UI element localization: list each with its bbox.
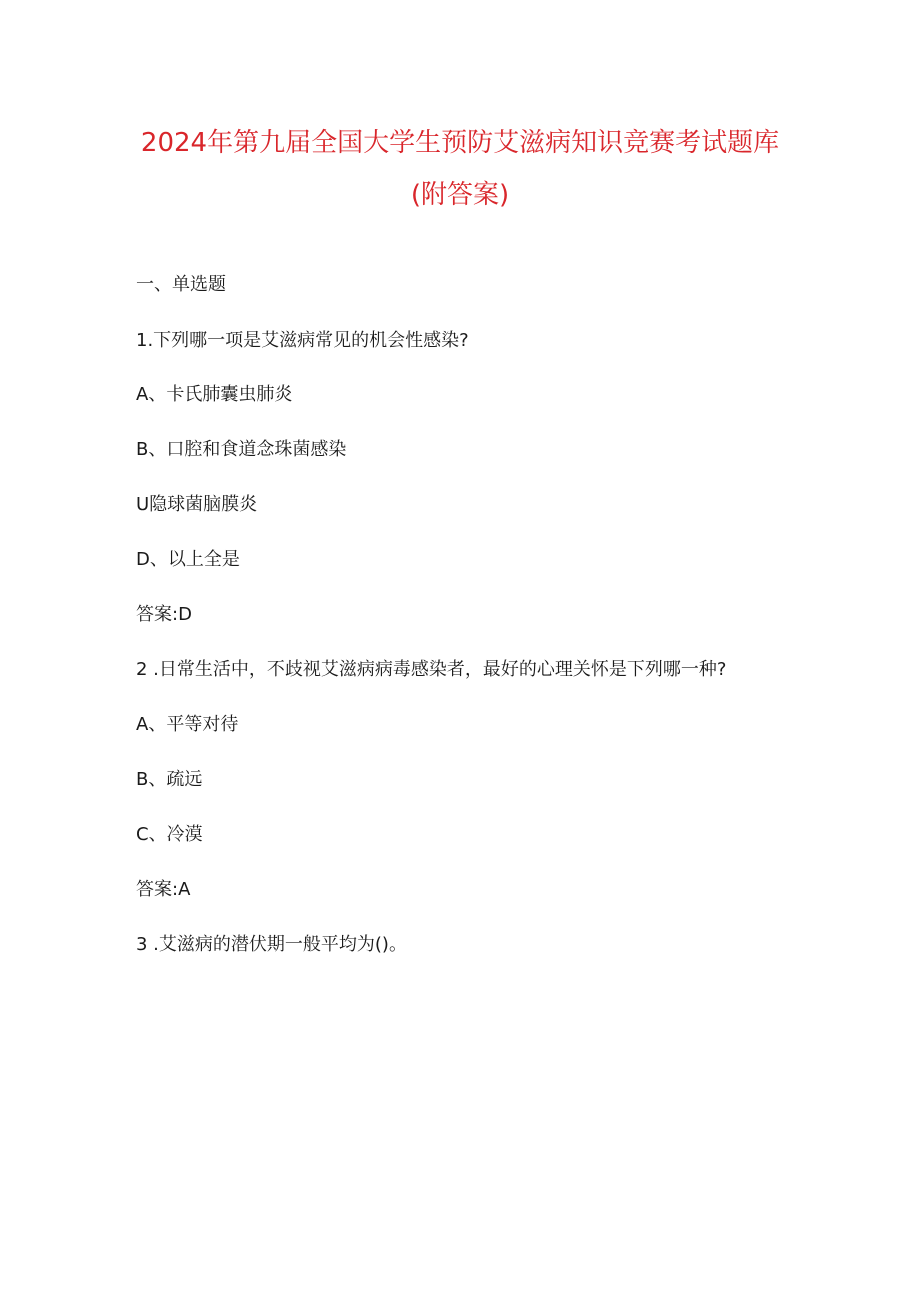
- question-2: 2 .日常生活中，不歧视艾滋病病毒感染者，最好的心理关怀是下列哪一种?: [136, 659, 727, 680]
- document-subtitle: (附答案): [410, 180, 510, 210]
- question-1-answer: 答案:D: [136, 604, 192, 625]
- question-2-option-a: A、平等对待: [136, 714, 239, 735]
- question-2-answer: 答案:A: [136, 879, 191, 900]
- document-title: 2024年第九届全国大学生预防艾滋病知识竞赛考试题库: [140, 128, 780, 158]
- question-3: 3 .艾滋病的潜伏期一般平均为()。: [136, 934, 407, 955]
- question-2-option-c: C、冷漠: [136, 824, 203, 845]
- question-1-option-a: A、卡氏肺囊虫肺炎: [136, 384, 293, 405]
- question-1: 1.下列哪一项是艾滋病常见的机会性感染?: [136, 330, 469, 351]
- section-heading: 一、单选题: [136, 274, 226, 295]
- question-1-option-c: U隐球菌脑膜炎: [136, 494, 258, 515]
- question-1-option-d: D、以上全是: [136, 549, 240, 570]
- question-2-option-b: B、疏远: [136, 769, 203, 790]
- question-1-option-b: B、口腔和食道念珠菌感染: [136, 439, 347, 460]
